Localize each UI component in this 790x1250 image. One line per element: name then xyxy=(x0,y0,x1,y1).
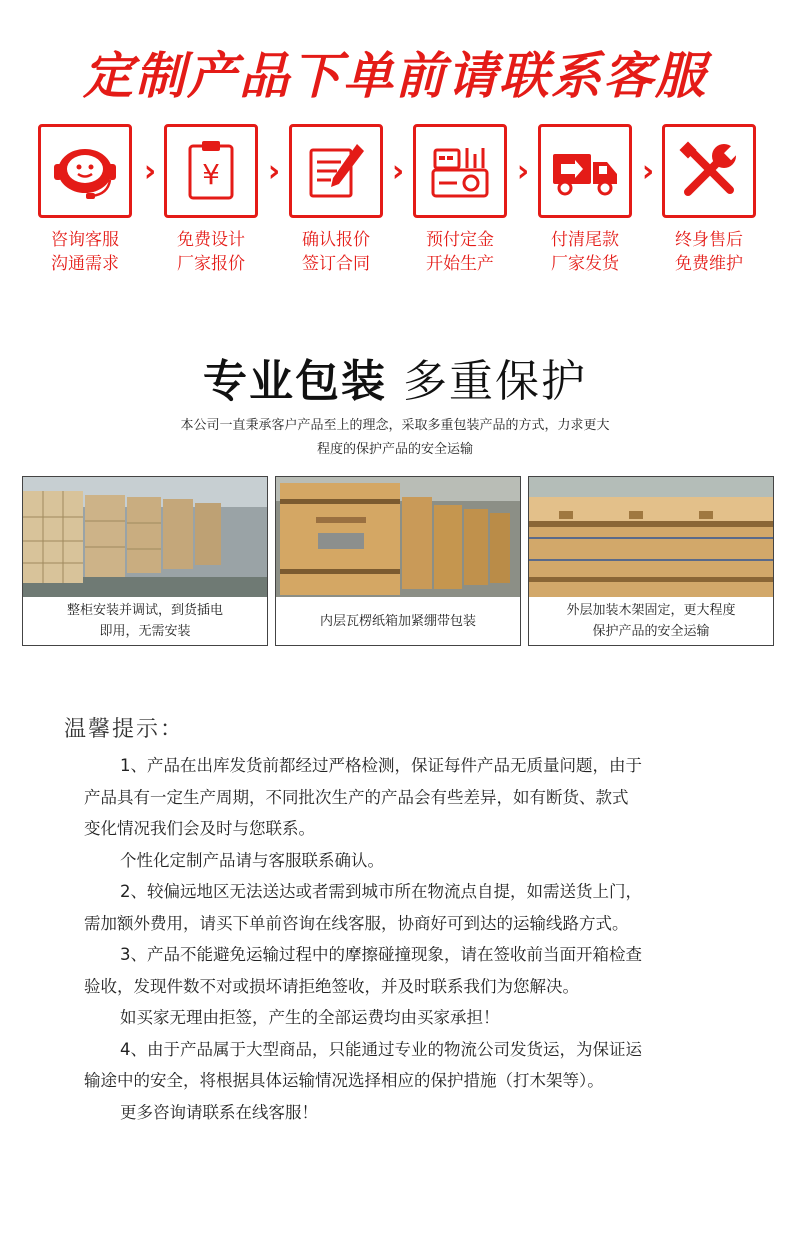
notice-line: 需加额外费用，请买下单前咨询在线客服，协商好可到达的运输线路方式。 xyxy=(84,913,629,933)
step-icon-box xyxy=(164,124,258,218)
step-design xyxy=(164,124,258,276)
clipboard-yen-icon xyxy=(176,136,246,206)
caption-line: 外层加装木架固定，更大程度 xyxy=(566,603,736,618)
caption-line: 内层瓦楞纸箱加紧绷带包装 xyxy=(319,613,476,629)
chevron-right-icon: › xyxy=(143,154,157,189)
caption-line: 即用，无需安装 xyxy=(99,624,191,639)
notice-line: 产品具有一定生产周期，不同批次生产的产品会有些差异，如有断货、款式 xyxy=(84,787,629,807)
caption-line: 整柜安装并调试，到货插电 xyxy=(66,603,223,618)
notice-line: 更多咨询请联系在线客服！ xyxy=(120,1102,318,1122)
tools-icon xyxy=(674,136,744,206)
photo-card xyxy=(22,476,268,646)
wooden-crate-photo xyxy=(529,477,773,597)
notice-title: 温馨提示： xyxy=(64,717,185,742)
photo-card xyxy=(528,476,774,646)
notice-line: 个性化定制产品请与客服联系确认。 xyxy=(120,850,384,870)
notice-line: 输途中的安全，将根据具体运输情况选择相应的保护措施（打木架等）。 xyxy=(84,1071,604,1090)
step-production xyxy=(413,124,507,276)
step-icon-box xyxy=(38,124,132,218)
cardboard-boxes-photo xyxy=(276,477,520,597)
step-contract xyxy=(289,124,383,276)
cabinets-photo xyxy=(23,477,267,597)
step-label-2: 厂家报价 xyxy=(177,254,245,274)
packaging-heading xyxy=(0,345,790,409)
step-label-1: 付清尾款 xyxy=(551,230,619,250)
photo-caption xyxy=(529,597,773,645)
document-pen-icon xyxy=(301,136,371,206)
step-icon-box xyxy=(413,124,507,218)
notice-line: 验收，发现件数不对或损坏请拒绝签收，并及时联系我们为您解决。 xyxy=(84,976,579,996)
headset-icon xyxy=(50,136,120,206)
packaging-intro xyxy=(100,414,690,462)
intro-line: 程度的保护产品的安全运输 xyxy=(316,442,473,457)
chevron-right-icon: › xyxy=(516,154,530,189)
step-label-1: 免费设计 xyxy=(177,230,245,250)
notice-line: 3、产品不能避免运输过程中的摩擦碰撞现象，请在签收前当面开箱检查 xyxy=(120,945,642,964)
notice-line: 2、较偏远地区无法送达或者需到城市所在物流点自提，如需送货上门， xyxy=(120,882,642,901)
intro-line: 本公司一直秉承客户产品至上的理念，采取多重包装产品的方式，力求更大 xyxy=(180,418,610,433)
notice-line: 1、产品在出库发货前都经过严格检测，保证每件产品无质量问题，由于 xyxy=(120,756,642,775)
step-label-1: 咨询客服 xyxy=(51,230,119,250)
step-label-2: 开始生产 xyxy=(426,254,494,274)
chevron-right-icon: › xyxy=(267,154,281,189)
packaging-photos xyxy=(22,476,774,648)
chevron-right-icon: › xyxy=(641,154,655,189)
process-steps xyxy=(38,124,758,284)
svg-text:¥: ¥ xyxy=(202,158,220,191)
step-label-1: 终身售后 xyxy=(675,230,743,250)
notice-line: 如买家无理由拒签，产生的全部运费均由买家承担！ xyxy=(120,1008,500,1027)
photo-caption xyxy=(276,597,520,645)
notice-line: 4、由于产品属于大型商品，只能通过专业的物流公司发货运，为保证运 xyxy=(120,1039,642,1059)
photo-caption xyxy=(23,597,267,645)
step-label-1: 确认报价 xyxy=(302,230,370,250)
step-label-2: 厂家发货 xyxy=(551,254,619,274)
step-label-1: 预付定金 xyxy=(426,230,494,250)
step-shipping xyxy=(538,124,632,276)
step-icon-box xyxy=(538,124,632,218)
step-aftersales xyxy=(662,124,756,276)
delivery-truck-icon xyxy=(549,136,621,206)
step-consult xyxy=(38,124,132,276)
page-title: 定制产品下单前请联系客服 xyxy=(83,47,707,105)
factory-machine-icon xyxy=(425,136,495,206)
step-icon-box xyxy=(289,124,383,218)
step-label-2: 沟通需求 xyxy=(51,254,119,274)
step-label-2: 免费维护 xyxy=(675,254,743,274)
caption-line: 保护产品的安全运输 xyxy=(592,624,710,639)
photo-card xyxy=(275,476,521,646)
packaging-heading-light: 多重保护 xyxy=(403,356,587,407)
chevron-right-icon: › xyxy=(391,154,405,189)
step-label-2: 签订合同 xyxy=(302,254,370,274)
packaging-heading-bold: 专业包装 xyxy=(203,356,387,407)
notice-body xyxy=(84,750,744,1128)
notice-line: 变化情况我们会及时与您联系。 xyxy=(84,819,315,838)
step-icon-box xyxy=(662,124,756,218)
